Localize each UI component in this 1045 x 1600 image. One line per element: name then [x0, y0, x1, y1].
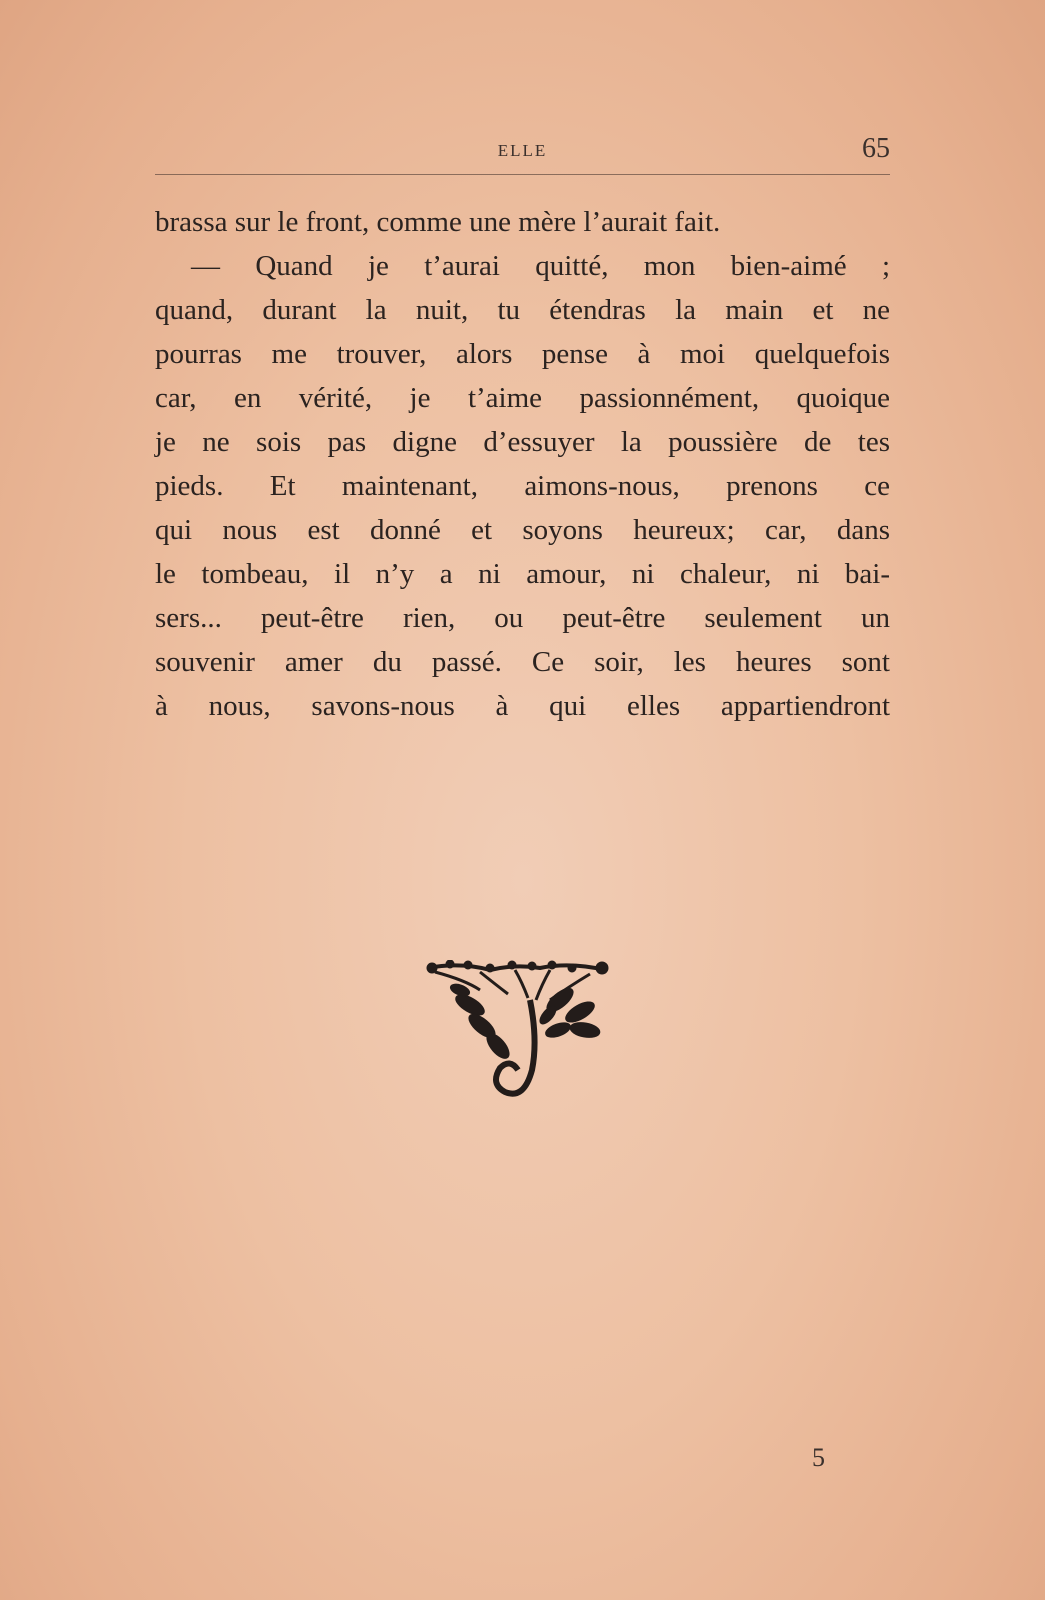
body-text — [155, 200, 890, 728]
text-line: je ne sois pas digne d’essuyer la poussière de tes — [155, 426, 890, 458]
text-line: — Quand je t’aurai quitté, mon bien-aimé ; — [191, 250, 890, 282]
text-line: sers... peut-être rien, ou peut-être seulement un — [155, 602, 890, 634]
text-line: souvenir amer du passé. Ce soir, les heures sont — [155, 646, 890, 678]
text-line: pieds. Et maintenant, aimons-nous, prenons ce — [155, 470, 890, 502]
text-line: le tombeau, il n’y a ni amour, ni chaleur, ni bai- — [155, 558, 890, 590]
text-line: qui nous est donné et soyons heureux; car, dans — [155, 514, 890, 546]
text-line: brassa sur le front, comme une mère l’aurait fait. — [155, 206, 721, 238]
page-header — [155, 133, 890, 173]
running-title: ELLE — [497, 141, 548, 160]
page-number: 65 — [862, 133, 890, 164]
header-rule — [155, 174, 890, 175]
text-line: car, en vérité, je t’aime passionnément, quoique — [155, 382, 890, 414]
text-line: quand, durant la nuit, tu étendras la main et ne — [155, 294, 890, 326]
signature-mark: 5 — [812, 1443, 825, 1472]
text-line: à nous, savons-nous à qui elles appartiendront — [155, 690, 890, 722]
floral-tailpiece-icon — [420, 960, 625, 1120]
text-line: pourras me trouver, alors pense à moi quelquefois — [155, 338, 890, 370]
